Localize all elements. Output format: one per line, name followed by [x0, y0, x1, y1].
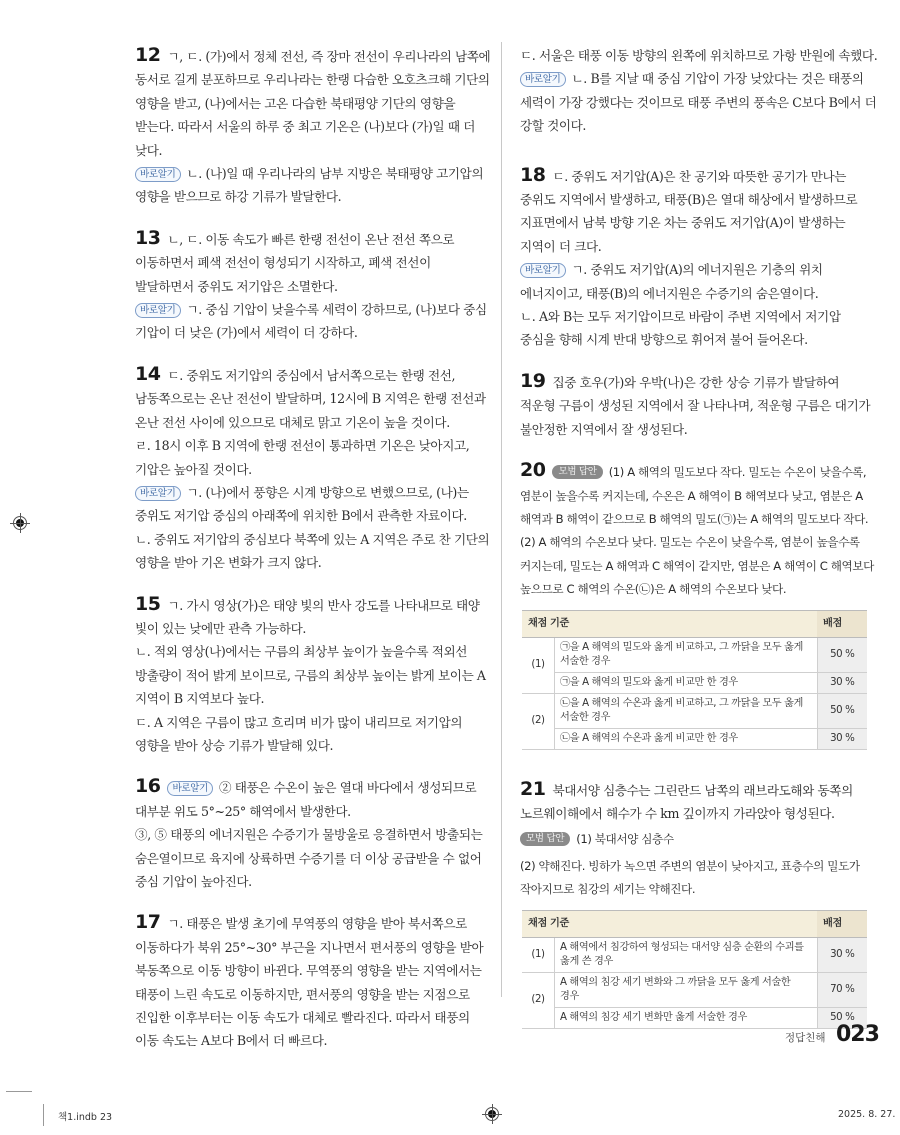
- criteria-cell: ㉠을 A 해역의 밀도와 옳게 비교만 한 경우: [555, 672, 818, 693]
- model-answer-text: (1) A 해역의 밀도보다 작다. 밀도는 수온이 낮을수록, 염분이 높을수록 커지는데, 수온은 A 해역이 B 해역보다 낮고, 염분은 A 해역과 B 해역이 같으므로 B 해역의 밀도(㉠)는 A 해역의 밀도보다 작다.: [520, 465, 869, 526]
- table-row: [522, 637, 867, 672]
- correction-tag: 바로알기: [135, 303, 181, 318]
- explanation-text: ㄷ. 서울은 태풍 이동 방향의 왼쪽에 위치하므로 가항 반원에 속했다.: [520, 48, 878, 63]
- points-cell: 30 %: [817, 672, 867, 693]
- answer-21: [520, 778, 878, 1029]
- question-number: 21: [520, 777, 546, 800]
- correction-text: ㄴ. 중위도 저기압의 중심보다 북쪽에 있는 A 지역은 주로 찬 기단의 영향을 받아 기온 변화가 크지 않다.: [135, 531, 490, 571]
- section-label: 정답친해: [785, 1032, 826, 1044]
- explanation-text: ㄱ, ㄷ. (가)에서 정체 전선, 즉 장마 전선이 우리나라의 남쪽에 동서로 길게 분포하므로 우리나라는 한랭 다습한 오호츠크해 기단의 영향을 받고, (나)에서는 고온 다습한 북태평양 기단의 영향을 받는다. 따라서 서울의 하루 중 최고 기온은 (나)보다 (가)일 때 더 낮다.: [135, 49, 491, 158]
- model-answer-tag: 모범 답안: [520, 832, 570, 846]
- points-header: 배점: [817, 610, 867, 637]
- page-number: 023: [836, 1022, 879, 1047]
- slug-date: 2025. 8. 27.: [838, 1109, 896, 1120]
- row-label: (2): [522, 972, 555, 1028]
- scoring-table: [522, 610, 867, 750]
- question-number: 17: [135, 911, 161, 934]
- answer-12: [135, 44, 493, 209]
- trim-mark: [6, 1091, 32, 1092]
- correction-text: ㄴ. B를 지날 때 중심 기압이 가장 낮았다는 것은 태풍의 세력이 가장 강했다는 것이므로 태풍 주변의 풍속은 C보다 B에서 더 강할 것이다.: [520, 71, 877, 134]
- question-number: 12: [135, 44, 161, 66]
- model-answer-tag: 모범 답안: [552, 465, 602, 479]
- correction-tag: 바로알기: [520, 263, 566, 278]
- correction-text: ③, ⑤ 태풍의 에너지원은 수증기가 물방울로 응결하면서 방출되는 숨은열이므로 육지에 상륙하면 수증기를 더 이상 공급받을 수 없어 중심 기압이 높아진다.: [135, 827, 483, 889]
- criteria-cell: ㉠을 A 해역의 밀도와 옳게 비교하고, 그 까닭을 모두 옳게 서술한 경우: [555, 637, 818, 672]
- points-cell: 70 %: [817, 972, 867, 1007]
- row-label: (2): [522, 693, 555, 749]
- row-label: (1): [522, 637, 555, 693]
- question-number: 13: [135, 226, 161, 249]
- correction-tag: 바로알기: [520, 72, 566, 87]
- model-answer-text: (2) A 해역의 수온보다 낮다. 밀도는 수온이 낮을수록, 염분이 높을수록 커지는데, 밀도는 A 해역과 C 해역이 같지만, 염분은 A 해역이 C 해역보다 높으므로 C 해역의 수온(㉡)은 A 해역의 수온보다 낮다.: [520, 535, 874, 597]
- correction-text: ㄱ. 중위도 저기압(A)의 에너지원은 기층의 위치 에너지이고, 태풍(B)의 에너지원은 수증기의 숨은열이다.: [520, 262, 823, 301]
- criteria-header: 채점 기준: [522, 910, 817, 937]
- explanation-text: ㄱ. 태풍은 발생 초기에 무역풍의 영향을 받아 북서쪽으로 이동하다가 북위 25°~30° 부근을 지나면서 편서풍의 영향을 받아 북동쪽으로 이동 방향이 바뀐다. 무역풍의 영향을 받는 지역에서는 태풍이 느린 속도로 이동하지만, 편서풍의 영향을 받는 지점으로 진입한 이후부터는 이동 속도가 대체로 빨라진다. 따라서 태풍의 이동 속도는 A보다 B에서 더 빠르다.: [135, 916, 484, 1049]
- correction-text: ㄱ. (나)에서 풍향은 시계 방향으로 변했으므로, (나)는 중위도 저기압 중심의 아래쪽에 위치한 B에서 관측한 자료이다.: [135, 484, 469, 524]
- answer-18: [520, 164, 878, 352]
- answer-17: [135, 911, 493, 1052]
- question-number: 19: [520, 369, 546, 392]
- points-header: 배점: [817, 910, 867, 937]
- correction-tag: 바로알기: [135, 167, 181, 182]
- answer-13: [135, 227, 493, 345]
- criteria-cell: ㉡을 A 해역의 수온과 옳게 비교만 한 경우: [555, 728, 818, 749]
- explanation-text: 집중 호우(가)와 우박(나)은 강한 상승 기류가 발달하여 적운형 구름이 생성된 지역에서 잘 나타나며, 적운형 구름은 대기가 불안정한 지역에서 잘 생성된다.: [520, 374, 871, 437]
- table-row: [522, 728, 867, 749]
- explanation-text: ㄷ. 중위도 저기압(A)은 찬 공기와 따뜻한 공기가 만나는 중위도 지역에서 발생하고, 태풍(B)은 열대 해상에서 발생하므로 지표면에서 남북 방향 기온 차는 중위도 저기압(A)이 발생하는 지역이 더 크다.: [520, 168, 858, 254]
- answer-15: [135, 593, 493, 758]
- points-cell: 50 %: [817, 637, 867, 672]
- row-label: (1): [522, 937, 555, 972]
- correction-text: ② 태풍은 수온이 높은 열대 바다에서 생성되므로 대부분 위도 5°~25° 해역에서 발생한다.: [135, 780, 477, 819]
- answer-19: [520, 370, 878, 441]
- scoring-table: [522, 910, 867, 1029]
- correction-text: ㄴ. A와 B는 모두 저기압이므로 바람이 주변 지역에서 저기압 중심을 향해 시계 반대 방향으로 휘어져 불어 들어온다.: [520, 309, 841, 348]
- slug-divider: [43, 1104, 44, 1126]
- question-number: 14: [135, 362, 161, 385]
- criteria-cell: A 해역에서 침강하여 형성되는 대서양 심층 순환의 수괴를 옳게 쓴 경우: [555, 937, 818, 972]
- explanation-text: ㄷ. A 지역은 구름이 많고 흐리며 비가 많이 내리므로 저기압의 영향을 받아 상승 기류가 발달해 있다.: [135, 714, 463, 753]
- answer-20: [520, 459, 878, 749]
- criteria-cell: A 해역의 침강 세기 변화와 그 까닭을 모두 옳게 서술한 경우: [555, 972, 818, 1007]
- points-cell: 50 %: [817, 693, 867, 728]
- table-row: [522, 1007, 867, 1028]
- answer-16: [135, 775, 493, 893]
- slug-filename: 책1.indb 23: [58, 1112, 113, 1123]
- correction-text: ㄴ. (나)일 때 우리나라의 남부 지방은 북태평양 고기압의 영향을 받으므로 하강 기류가 발달한다.: [135, 166, 484, 205]
- explanation-text: ㄷ. 중위도 저기압의 중심에서 남서쪽으로는 한랭 전선, 남동쪽으로는 온난 전선이 발달하며, 12시에 B 지역은 한랭 전선과 온난 전선 사이에 있으므로 대체로 맑고 기온이 높을 것이다.: [135, 367, 486, 430]
- question-number: 20: [520, 459, 546, 482]
- correction-tag: 바로알기: [135, 486, 181, 501]
- explanation-text: 북대서양 심층수는 그린란드 남쪽의 래브라도해와 동쪽의 노르웨이해에서 해수가 수 km 깊이까지 가라앉아 형성된다.: [520, 782, 853, 821]
- right-column: [520, 44, 878, 1047]
- criteria-cell: A 해역의 침강 세기 변화만 옳게 서술한 경우: [555, 1007, 818, 1028]
- registration-mark-icon: [484, 1106, 500, 1122]
- question-number: 15: [135, 592, 161, 615]
- registration-mark-icon: [12, 515, 28, 531]
- correction-text: ㄱ. 중심 기압이 낮을수록 세력이 강하므로, (나)보다 중심 기압이 더 낮은 (가)에서 세력이 더 강하다.: [135, 302, 487, 341]
- model-answer-text: (1) 북대서양 심층수: [576, 832, 674, 847]
- explanation-text: ㄹ. 18시 이후 B 지역에 한랭 전선이 통과하면 기온은 낮아지고, 기압은 높아질 것이다.: [135, 438, 470, 477]
- table-row: [522, 937, 867, 972]
- model-answer-text: (2) 약해진다. 빙하가 녹으면 주변의 염분이 낮아지고, 표층수의 밀도가 작아지므로 침강의 세기는 약해진다.: [520, 858, 860, 897]
- question-number: 18: [520, 163, 546, 186]
- points-cell: 30 %: [817, 728, 867, 749]
- points-cell: 30 %: [817, 937, 867, 972]
- answer-14: [135, 363, 493, 575]
- points-cell: 50 %: [817, 1007, 867, 1028]
- table-row: [522, 972, 867, 1007]
- explanation-text: ㄴ. 적외 영상(나)에서는 구름의 최상부 높이가 높을수록 적외선 방출량이 적어 밝게 보이므로, 구름의 최상부 높이는 밝게 보이는 A 지역이 B 지역보다 높다.: [135, 644, 486, 707]
- table-row: [522, 693, 867, 728]
- explanation-text: ㄱ. 가시 영상(가)은 태양 빛의 반사 강도를 나타내므로 태양 빛이 있는 낮에만 관측 가능하다.: [135, 597, 480, 636]
- table-row: [522, 672, 867, 693]
- correction-tag: 바로알기: [167, 781, 213, 796]
- explanation-text: ㄴ, ㄷ. 이동 속도가 빠른 한랭 전선이 온난 전선 쪽으로 이동하면서 폐색 전선이 형성되기 시작하고, 폐색 전선이 발달하면서 중위도 저기압은 소멸한다.: [135, 231, 455, 294]
- criteria-header: 채점 기준: [522, 610, 817, 637]
- answer-17-continued: [520, 44, 878, 138]
- left-column: [135, 44, 493, 1071]
- criteria-cell: ㉡을 A 해역의 수온과 옳게 비교하고, 그 까닭을 모두 옳게 서술한 경우: [555, 693, 818, 728]
- question-number: 16: [135, 775, 161, 798]
- column-divider: [501, 42, 502, 997]
